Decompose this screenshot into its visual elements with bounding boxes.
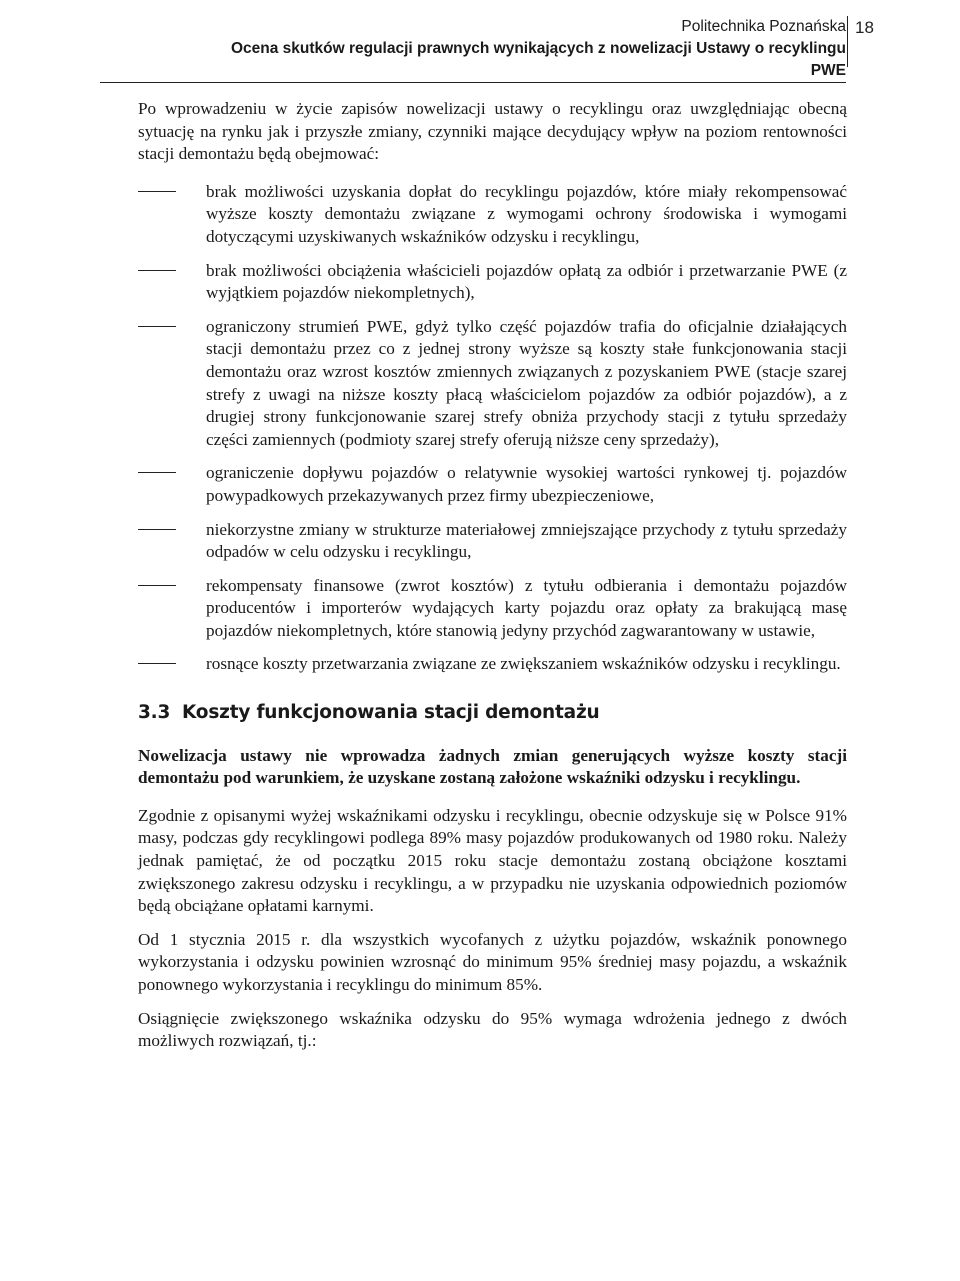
header-organization: Politechnika Poznańska <box>681 18 846 35</box>
list-item <box>138 519 847 564</box>
list-item <box>138 181 847 249</box>
dash-bullet <box>138 326 176 327</box>
list-item <box>138 575 847 643</box>
list-item <box>138 260 847 305</box>
header-title-line-1: Ocena skutków regulacji prawnych wynikających z nowelizacji Ustawy o recyklingu <box>230 40 846 57</box>
intro-paragraph: Po wprowadzeniu w życie zapisów nowelizacji ustawy o recyklingu oraz uwzględniając obecną sytuację na rynku jak i przyszłe zmiany, czynniki mające decydujący wpływ na poziom rentowności stacji demontażu będą obejmować: <box>138 99 847 164</box>
dash-bullet <box>138 191 176 192</box>
list-item-text: brak możliwości obciążenia właścicieli pojazdów opłatą za odbiór i przetwarzanie PWE (z wyjątkiem pojazdów niekompletnych), <box>206 260 847 303</box>
list-item <box>138 653 847 676</box>
page-number: 18 <box>855 18 874 37</box>
list-item-text: ograniczenie dopływu pojazdów o relatywnie wysokiej wartości rynkowej tj. pojazdów powypadkowych przekazywanych przez firmy ubezpieczeniowe, <box>206 463 847 505</box>
document-body <box>138 98 847 1064</box>
header-title-line-2: PWE <box>810 62 846 79</box>
list-item-text: ograniczony strumień PWE, gdyż tylko część pojazdów trafia do oficjalnie działających stacji demontażu przez co z jednej strony wyższe są koszty stałe funkcjonowania stacji demontażu oraz wzrost kosztów zmiennych związanych z pozyskaniem PWE (stacje szarej strefy z uwagi na niższe koszty płacą właścicielom pojazdów za odbiór pojazdów), a z drugiej strony funkcjonowanie szarej strefy obniża przychody stacji z tytułu sprzedaży części zamiennych (podmioty szarej strefy oferują niższe ceny sprzedaży), <box>206 316 847 449</box>
body-paragraph: Zgodnie z opisanymi wyżej wskaźnikami odzysku i recyklingu, obecnie odzyskuje się w Polsce 91% masy, podczas gdy recyklingowi podlega 89% masy pojazdów produkowanych od 1980 roku. Należy jednak pamiętać, że od początku 2015 roku stacje demontażu zostaną obciążone kosztami zwiększonego zakresu odzysku i recyklingu, a w przypadku nie uzyskania odpowiednich poziomów będą obciążane opłatami karnymi. <box>138 805 847 916</box>
section-heading <box>138 702 847 725</box>
factors-list <box>138 181 847 676</box>
list-item <box>138 316 847 452</box>
list-item-text: brak możliwości uzyskania dopłat do recyklingu pojazdów, które miały rekompensować wyższe koszty demontażu związane z wymogami ochrony środowiska i wymogami dotyczącymi uzyskiwanych wskaźników odzysku i recyklingu, <box>206 181 847 246</box>
list-item-text: rosnące koszty przetwarzania związane ze zwiększaniem wskaźników odzysku i recyklingu. <box>206 654 841 674</box>
header-vertical-rule <box>847 16 848 67</box>
section-title: Koszty funkcjonowania stacji demontażu <box>182 702 600 724</box>
dash-bullet <box>138 529 176 530</box>
header-rule <box>100 82 846 83</box>
dash-bullet <box>138 585 176 586</box>
body-paragraph: Osiągnięcie zwiększonego wskaźnika odzysku do 95% wymaga wdrożenia jednego z dwóch możliwych rozwiązań, tj.: <box>138 1008 847 1051</box>
list-item-text: rekompensaty finansowe (zwrot kosztów) z tytułu odbierania i demontażu pojazdów producentów i importerów wydających karty pojazdu oraz opłaty za brakującą masę pojazdów niekompletnych, które stanowią jedyny przychód zagwarantowany w ustawie, <box>206 575 847 640</box>
list-item <box>138 462 847 507</box>
body-paragraph: Od 1 stycznia 2015 r. dla wszystkich wycofanych z użytku pojazdów, wskaźnik ponownego wykorzystania i odzysku powinien wzrosnąć do minimum 95% średniej masy pojazdu, a wskaźnik ponownego wykorzystania i recyklingu do minimum 85%. <box>138 929 847 994</box>
dash-bullet <box>138 472 176 473</box>
list-item-text: niekorzystne zmiany w strukturze materiałowej zmniejszające przychody z tytułu sprzedaży odpadów w celu odzysku i recyklingu, <box>206 519 847 562</box>
page-header <box>100 16 846 82</box>
bold-summary-paragraph: Nowelizacja ustawy nie wprowadza żadnych zmian generujących wyższe koszty stacji demontażu pod warunkiem, że uzyskane zostaną założone wskaźniki odzysku i recyklingu. <box>138 745 847 788</box>
dash-bullet <box>138 663 176 664</box>
section-number: 3.3 <box>138 702 171 724</box>
dash-bullet <box>138 270 176 271</box>
